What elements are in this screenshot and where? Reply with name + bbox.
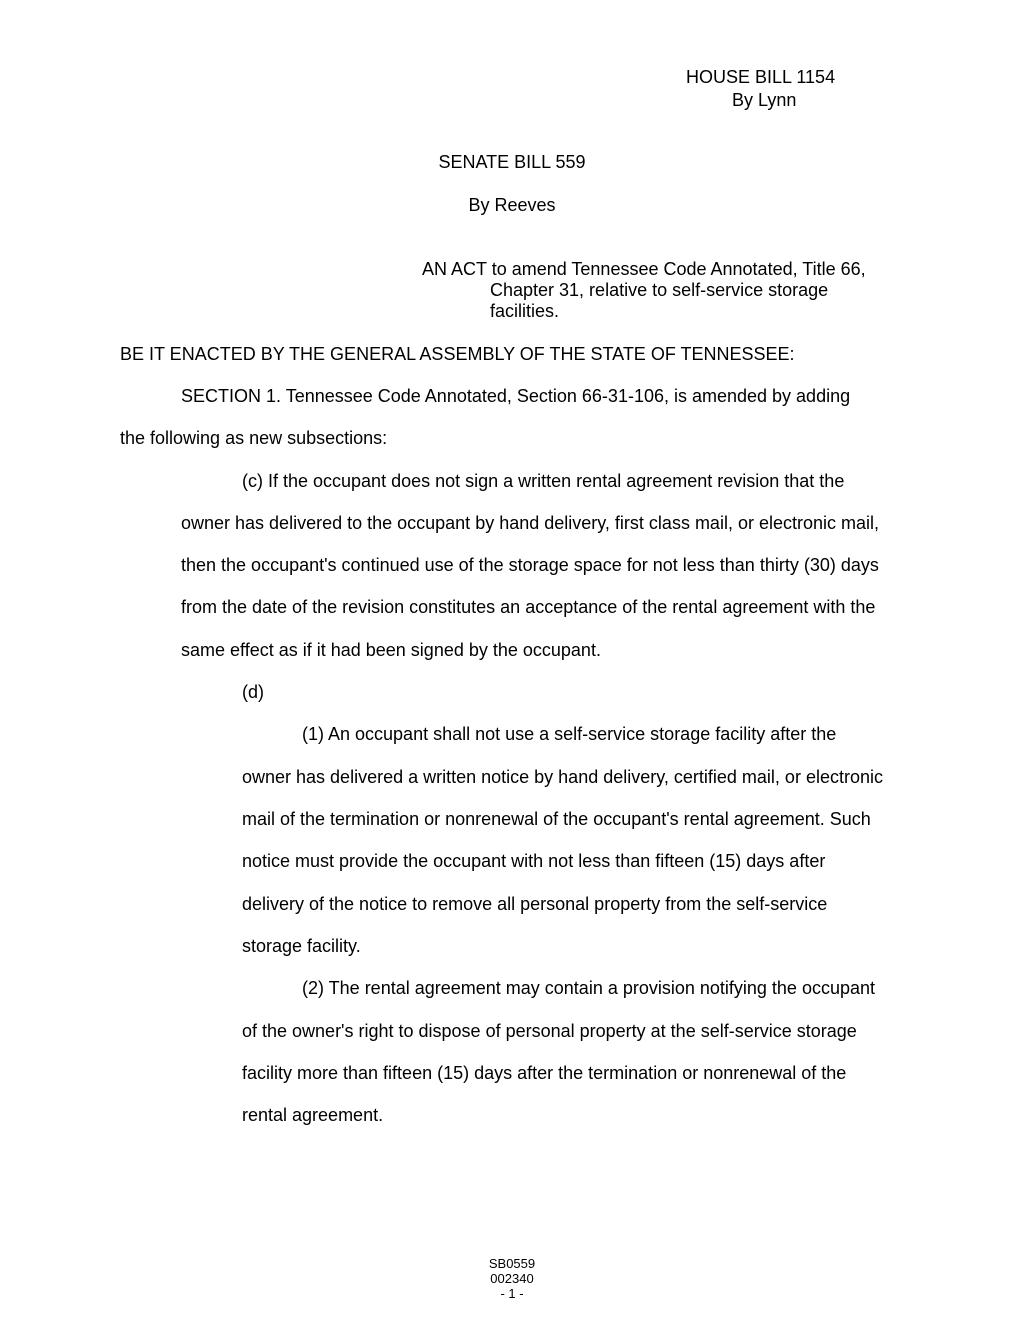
subsection-d1-line: owner has delivered a written notice by hand delivery, certified mail, or electronic bbox=[242, 767, 883, 787]
subsection-d2-line: facility more than fifteen (15) days after the termination or nonrenewal of the bbox=[242, 1063, 847, 1083]
subsection-d2-line: of the owner's right to dispose of personal property at the self-service storage bbox=[242, 1021, 857, 1041]
enacting-clause: BE IT ENACTED BY THE GENERAL ASSEMBLY OF THE STATE OF TENNESSEE: bbox=[120, 344, 795, 364]
senate-bill-number: SENATE BILL 559 bbox=[438, 152, 586, 172]
house-bill-number: HOUSE BILL 1154 bbox=[686, 67, 836, 87]
subsection-d1-line: (1) An occupant shall not use a self-service storage facility after the bbox=[302, 724, 837, 744]
caption-line-2: Chapter 31, relative to self-service storage bbox=[490, 280, 829, 300]
subsection-d1-line: notice must provide the occupant with not less than fifteen (15) days after bbox=[242, 851, 826, 871]
section-1-line: SECTION 1. Tennessee Code Annotated, Section 66-31-106, is amended by adding bbox=[181, 386, 851, 406]
subsection-d-label: (d) bbox=[242, 682, 264, 702]
senate-bill-sponsor: By Reeves bbox=[468, 195, 556, 215]
subsection-c-line: then the occupant's continued use of the storage space for not less than thirty (30) days bbox=[181, 555, 879, 575]
subsection-c-line: from the date of the revision constitutes an acceptance of the rental agreement with the bbox=[181, 597, 876, 617]
caption-line-1: AN ACT to amend Tennessee Code Annotated, Title 66, bbox=[422, 259, 866, 279]
caption-line-3: facilities. bbox=[490, 301, 560, 321]
house-bill-sponsor: By Lynn bbox=[732, 90, 797, 110]
subsection-d1-line: storage facility. bbox=[242, 936, 361, 956]
subsection-d1-line: delivery of the notice to remove all personal property from the self-service bbox=[242, 894, 828, 914]
subsection-c-line: owner has delivered to the occupant by hand delivery, first class mail, or electronic mail, bbox=[181, 513, 879, 533]
subsection-d1-line: mail of the termination or nonrenewal of the occupant's rental agreement. Such bbox=[242, 809, 871, 829]
footer-doc-number: 002340 bbox=[490, 1271, 534, 1286]
subsection-c-line: (c) If the occupant does not sign a written rental agreement revision that the bbox=[242, 471, 845, 491]
footer-page-number: - 1 - bbox=[500, 1286, 524, 1301]
footer-bill-code: SB0559 bbox=[488, 1256, 536, 1271]
subsection-d2-line: (2) The rental agreement may contain a provision notifying the occupant bbox=[302, 978, 875, 998]
subsection-c-line: same effect as if it had been signed by the occupant. bbox=[181, 640, 601, 660]
subsection-d2-line: rental agreement. bbox=[242, 1105, 384, 1125]
section-1-line: the following as new subsections: bbox=[120, 428, 388, 448]
